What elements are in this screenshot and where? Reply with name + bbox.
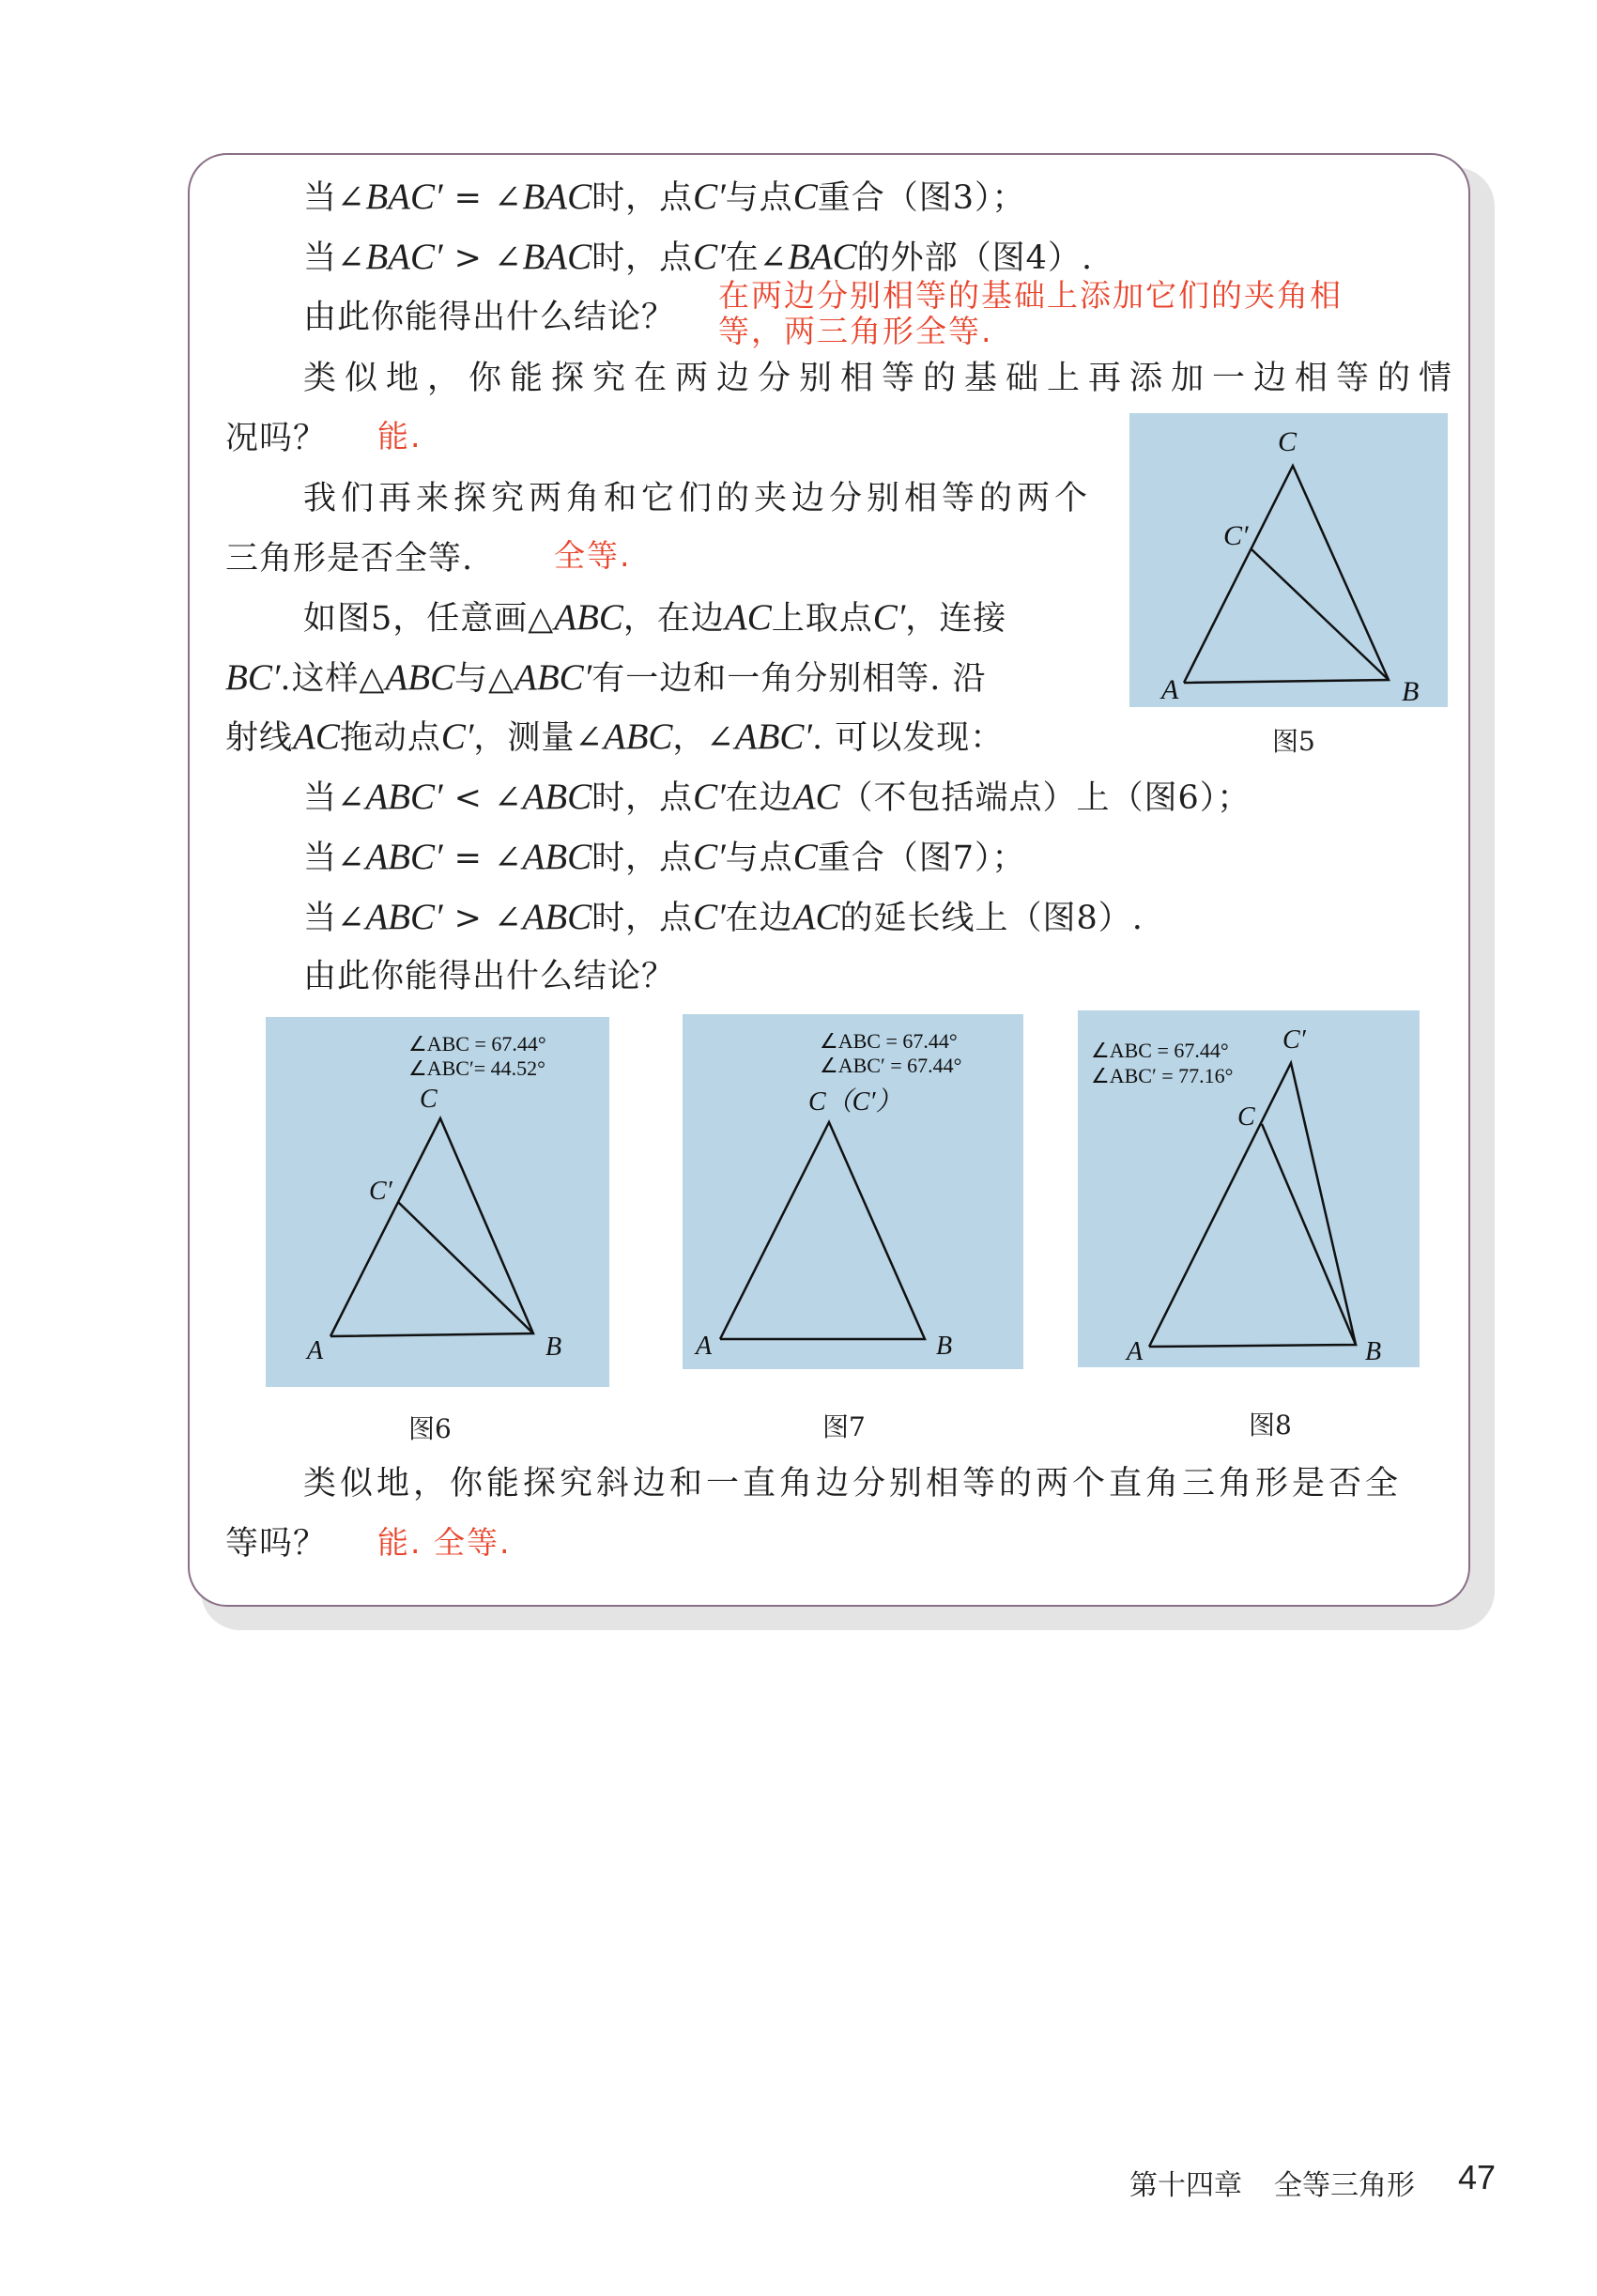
- svg-text:∠ABC′ = 77.16°: ∠ABC′ = 77.16°: [1091, 1064, 1234, 1087]
- figure-6: [266, 1017, 609, 1387]
- svg-text:∠ABC = 67.44°: ∠ABC = 67.44°: [1091, 1039, 1229, 1062]
- page-number: 47: [1458, 2158, 1497, 2196]
- text-line-14: 由此你能得出什么结论？: [303, 958, 676, 995]
- figure-5-caption: 图5: [1272, 726, 1315, 757]
- svg-text:C（C′）: C（C′）: [808, 1087, 902, 1117]
- text-line-1: 当∠BAC′ = ∠BAC时，点C′与点C重合（图3）；: [303, 177, 1026, 217]
- svg-text:C: C: [1237, 1102, 1255, 1132]
- text-line-11: 当∠ABC′ < ∠ABC时，点C′在边AC（不包括端点）上（图6）；: [303, 777, 1251, 817]
- text-line-10: 射线AC拖动点C′，测量∠ABC，∠ABC′. 可以发现：: [225, 717, 1005, 757]
- chapter-label: 第十四章: [1129, 2169, 1242, 2202]
- svg-text:∠ABC = 67.44°: ∠ABC = 67.44°: [408, 1032, 546, 1056]
- svg-text:∠ABC′= 44.52°: ∠ABC′= 44.52°: [408, 1056, 545, 1080]
- text-line-3: 由此你能得出什么结论？: [303, 299, 676, 336]
- text-line-5: 况吗？: [225, 420, 328, 457]
- answer-4: 能. 全等.: [377, 1524, 512, 1561]
- svg-text:C′: C′: [369, 1177, 392, 1206]
- figure-8: [1078, 1010, 1420, 1367]
- figure-8-caption: 图8: [1249, 1410, 1292, 1441]
- triangle-diagram-fig7: [683, 1014, 1023, 1369]
- text-line-9: BC′.这样△ABC与△ABC′有一边和一角分别相等. 沿: [225, 657, 987, 698]
- answer-2: 能.: [377, 418, 422, 455]
- text-line-13: 当∠ABC′ > ∠ABC时，点C′在边AC的延长线上（图8）.: [303, 897, 1144, 937]
- figure-6-caption: 图6: [408, 1413, 452, 1444]
- svg-text:C′: C′: [1282, 1025, 1306, 1055]
- page-footer: [1129, 2162, 1447, 2203]
- text-line-4: 类似地，你能探究在两边分别相等的基础上再添加一边相等的情: [303, 360, 1461, 397]
- svg-text:A: A: [307, 1336, 324, 1365]
- figure-7: [683, 1014, 1023, 1369]
- svg-text:C: C: [1278, 426, 1298, 457]
- svg-text:C′: C′: [1223, 520, 1249, 551]
- answer-3: 全等.: [554, 537, 632, 574]
- figure-7-caption: 图7: [822, 1411, 866, 1442]
- answer-1-line-1: 在两边分别相等的基础上添加它们的夹角相: [718, 277, 1343, 314]
- svg-text:A: A: [1127, 1337, 1144, 1366]
- figure-5: [1129, 413, 1448, 707]
- svg-text:B: B: [1365, 1337, 1382, 1366]
- text-line-15: 类似地，你能探究斜边和一直角边分别相等的两个直角三角形是否全: [303, 1465, 1403, 1502]
- triangle-diagram-fig6: [266, 1017, 609, 1387]
- svg-text:B: B: [936, 1332, 953, 1361]
- text-line-16: 等吗？: [225, 1525, 328, 1563]
- svg-text:A: A: [1161, 674, 1179, 705]
- chapter-title: 全等三角形: [1274, 2169, 1415, 2202]
- svg-text:C: C: [420, 1085, 438, 1114]
- triangle-diagram-fig8: [1078, 1010, 1420, 1367]
- answer-1-line-2: 等，两三角形全等.: [718, 313, 993, 349]
- triangle-diagram-fig5: [1129, 413, 1448, 707]
- svg-text:B: B: [1402, 676, 1420, 707]
- svg-text:∠ABC′ = 67.44°: ∠ABC′ = 67.44°: [820, 1054, 962, 1077]
- text-line-6: 我们再来探究两角和它们的夹边分别相等的两个: [303, 480, 1093, 517]
- svg-text:∠ABC = 67.44°: ∠ABC = 67.44°: [820, 1029, 958, 1053]
- svg-text:B: B: [545, 1333, 562, 1362]
- svg-text:A: A: [696, 1332, 713, 1361]
- text-line-8: 如图5，任意画△ABC，在边AC上取点C′，连接: [303, 597, 1007, 638]
- text-line-12: 当∠ABC′ = ∠ABC时，点C′与点C重合（图7）；: [303, 837, 1026, 877]
- text-line-2: 当∠BAC′ > ∠BAC时，点C′在∠BAC的外部（图4）.: [303, 237, 1094, 277]
- text-line-7: 三角形是否全等.: [225, 540, 474, 578]
